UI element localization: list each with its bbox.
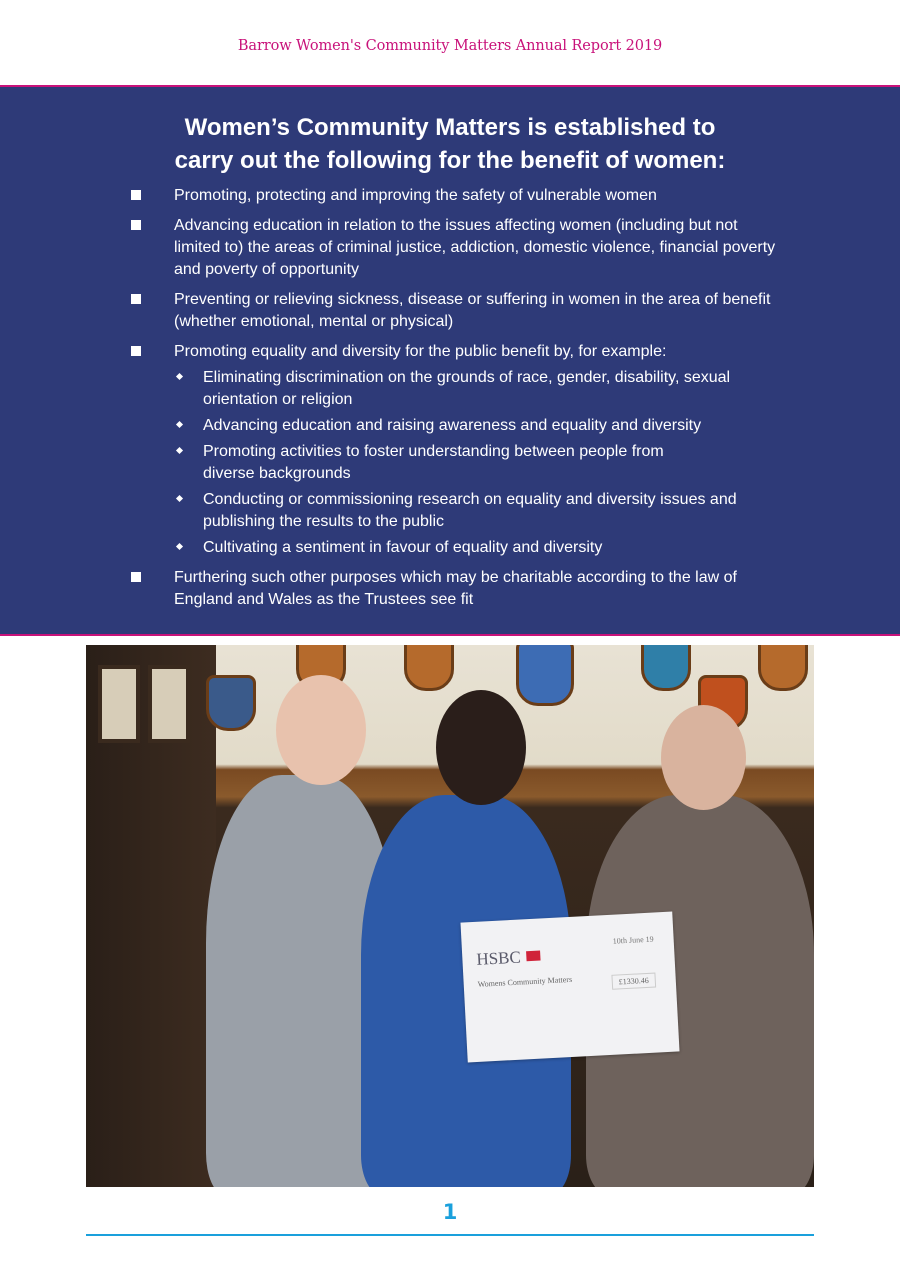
footer-rule — [86, 1234, 814, 1236]
objects-subitem — [174, 489, 780, 533]
objects-item — [0, 185, 900, 207]
diamond-bullet-icon — [176, 447, 183, 454]
objects-subitem-text: Conducting or commissioning research on equality and diversity issues and publishing the results to the public — [203, 491, 737, 530]
objects-item — [0, 215, 900, 281]
square-bullet-icon — [131, 220, 141, 230]
objects-subitem-text: Cultivating a sentiment in favour of equality and diversity — [203, 539, 603, 556]
naval-crest — [758, 645, 808, 691]
diamond-bullet-icon — [176, 421, 183, 428]
objects-title-line1: Women’s Community Matters is established to — [184, 114, 716, 141]
objects-subitem-text: Promoting activities to foster understanding between people from diverse backgrounds — [203, 443, 664, 482]
person-left-head — [276, 675, 366, 785]
objects-subitem — [174, 415, 780, 437]
objects-item-text: Furthering such other purposes which may be charitable according to the law of England and Wales as the Trustees see fit — [174, 569, 737, 608]
objects-subitem — [174, 441, 780, 485]
objects-item — [0, 341, 900, 559]
diamond-bullet-icon — [176, 543, 183, 550]
hsbc-cheque — [460, 912, 679, 1063]
naval-crest — [404, 645, 454, 691]
objects-item — [0, 567, 900, 611]
objects-item — [0, 289, 900, 333]
page-number: 1 — [442, 1200, 458, 1224]
person-center-head — [436, 690, 526, 805]
objects-panel — [0, 85, 900, 636]
objects-item-text: Preventing or relieving sickness, disease or suffering in women in the area of benefit (whether emotional, mental or physical) — [174, 291, 771, 330]
objects-list — [0, 185, 900, 619]
hsbc-logo-icon — [526, 951, 541, 962]
naval-crest — [206, 675, 256, 731]
cheque-bank: HSBC — [475, 947, 522, 969]
square-bullet-icon — [131, 346, 141, 356]
objects-subitem-text: Eliminating discrimination on the grounds of race, gender, disability, sexual orientation or religion — [203, 369, 731, 408]
square-bullet-icon — [131, 294, 141, 304]
cheque-payee: Womens Community Matters — [477, 974, 573, 989]
objects-title — [0, 111, 900, 177]
cheque-amount: £1330.46 — [611, 973, 656, 990]
diamond-bullet-icon — [176, 373, 183, 380]
objects-item-text: Advancing education in relation to the issues affecting women (including but not limited to) the areas of criminal justice, addiction, domestic violence, financial poverty and poverty of opportunity — [174, 217, 776, 278]
cheque-date: 10th June 19 — [612, 934, 654, 946]
wall-frame — [98, 665, 140, 743]
objects-subitem-text: Advancing education and raising awareness and equality and diversity — [203, 417, 702, 434]
cheque-presentation-photo — [86, 645, 814, 1187]
objects-sublist — [174, 367, 780, 559]
diamond-bullet-icon — [176, 495, 183, 502]
objects-subitem — [174, 537, 780, 559]
objects-item-text: Promoting equality and diversity for the public benefit by, for example: — [174, 343, 667, 360]
running-header: Barrow Women's Community Matters Annual Report 2019 — [237, 38, 663, 54]
square-bullet-icon — [131, 190, 141, 200]
objects-title-line2: carry out the following for the benefit of women: — [174, 147, 726, 174]
naval-crest — [516, 645, 574, 706]
square-bullet-icon — [131, 572, 141, 582]
objects-item-text: Promoting, protecting and improving the safety of vulnerable women — [174, 187, 657, 204]
wall-frame — [148, 665, 190, 743]
person-right-head — [661, 705, 746, 810]
objects-subitem — [174, 367, 780, 411]
naval-crest — [641, 645, 691, 691]
